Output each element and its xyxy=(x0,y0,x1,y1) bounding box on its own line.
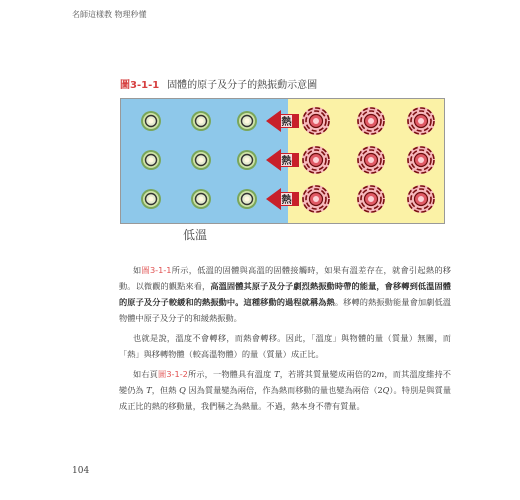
figure-reference: 圖3-1-2 xyxy=(158,369,188,379)
figure-number: 圖3-1-1 xyxy=(120,80,160,91)
page-number: 104 xyxy=(72,466,90,476)
heat-label: 熱 xyxy=(281,156,292,167)
cold-atom xyxy=(237,189,257,209)
hot-atom xyxy=(302,185,330,213)
cold-atom xyxy=(237,150,257,170)
hot-atom xyxy=(407,185,435,213)
hot-atom xyxy=(357,107,385,135)
figure-reference: 圖3-1-1 xyxy=(141,265,172,275)
emphasis-text: 高溫固體其原子及分子劇烈熱振動時帶的能量，會移轉到低溫固體的原子及分子較緩和的熱振動中。這種移動的過程就稱為熱 xyxy=(119,281,451,307)
low-temperature-label: 低溫 xyxy=(183,228,208,242)
thermal-vibration-figure xyxy=(120,98,445,224)
hot-atom xyxy=(302,107,330,135)
hot-atom xyxy=(407,146,435,174)
figure-title: 固體的原子及分子的熱振動示意圖 xyxy=(167,80,318,91)
body-text xyxy=(119,262,451,418)
cold-atom xyxy=(141,189,161,209)
running-header: 名師這樣教 物理秒懂 xyxy=(72,10,147,19)
cold-atom xyxy=(237,111,257,131)
cold-atom xyxy=(191,150,211,170)
cold-atom xyxy=(191,111,211,131)
cold-atom xyxy=(141,111,161,131)
paragraph-3: 如右頁圖3-1-2所示，一物體具有溫度 T，若將其質量變成兩倍的2m，而其溫度維持不變仍為 T，但熱 Q 因為質量變為兩倍，作為熱而移動的量也變為兩倍（2Q）。特別是與質量成正比的熱的移動量，我們稱之為熱量。不過，熱本身不帶有質量。 xyxy=(119,369,452,411)
figure-caption xyxy=(120,76,317,91)
cold-atom xyxy=(141,150,161,170)
hot-atom xyxy=(357,185,385,213)
paragraph-2: 也就是說，溫度不會轉移，而熱會轉移。因此，「溫度」與物體的量（質量）無關，而「熱」與移轉物體（較高溫物體）的量（質量）成正比。 xyxy=(119,333,451,359)
hot-atom xyxy=(407,107,435,135)
hot-atom xyxy=(302,146,330,174)
heat-label: 熱 xyxy=(281,195,292,206)
paragraph-1: 如圖3-1-1所示，低溫的固體與高溫的固體接觸時，如果有溫差存在，就會引起熱的移動。以微觀的觀點來看，高溫固體其原子及分子劇烈熱振動時帶的能量，會移轉到低溫固體的原子及分子較緩和的熱振動中。這種移動的過程就稱為熱。移轉的熱振動能量會加劇低溫物體中原子及分子的和緩熱振動。 xyxy=(119,265,451,323)
thermal-vibration-diagram xyxy=(121,99,444,223)
heat-label: 熱 xyxy=(281,117,292,128)
hot-atom xyxy=(357,146,385,174)
cold-atom xyxy=(191,189,211,209)
